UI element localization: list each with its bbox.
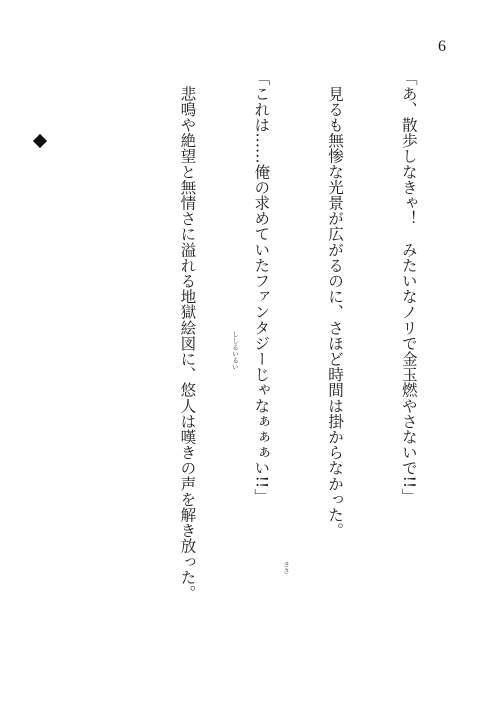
ruby-shishi-ruirui: ししるいるい xyxy=(231,331,239,370)
page-number: 6 xyxy=(438,38,446,55)
blank-line xyxy=(101,70,126,670)
section-break xyxy=(27,70,52,670)
text-line: 悲鳴や絶望と無情さに溢れる地獄絵図に、悠人は嘆きの声を解き放った。 xyxy=(178,70,197,601)
text-line: 「これは……俺の求めていたファンタジーじゃなぁぁぁい!!」 xyxy=(252,70,271,504)
diamond-icon xyxy=(33,134,47,148)
ruby-sasageru: ささ xyxy=(282,561,290,574)
text-line: 「あ、散歩しなきゃ！ みたいなノリで金玉燃やさないで!!」 xyxy=(399,70,418,504)
text-line: 見るも無惨な光景が広がるのに、さほど時間は掛からなかった。 xyxy=(326,70,345,538)
body-text xyxy=(0,70,470,670)
